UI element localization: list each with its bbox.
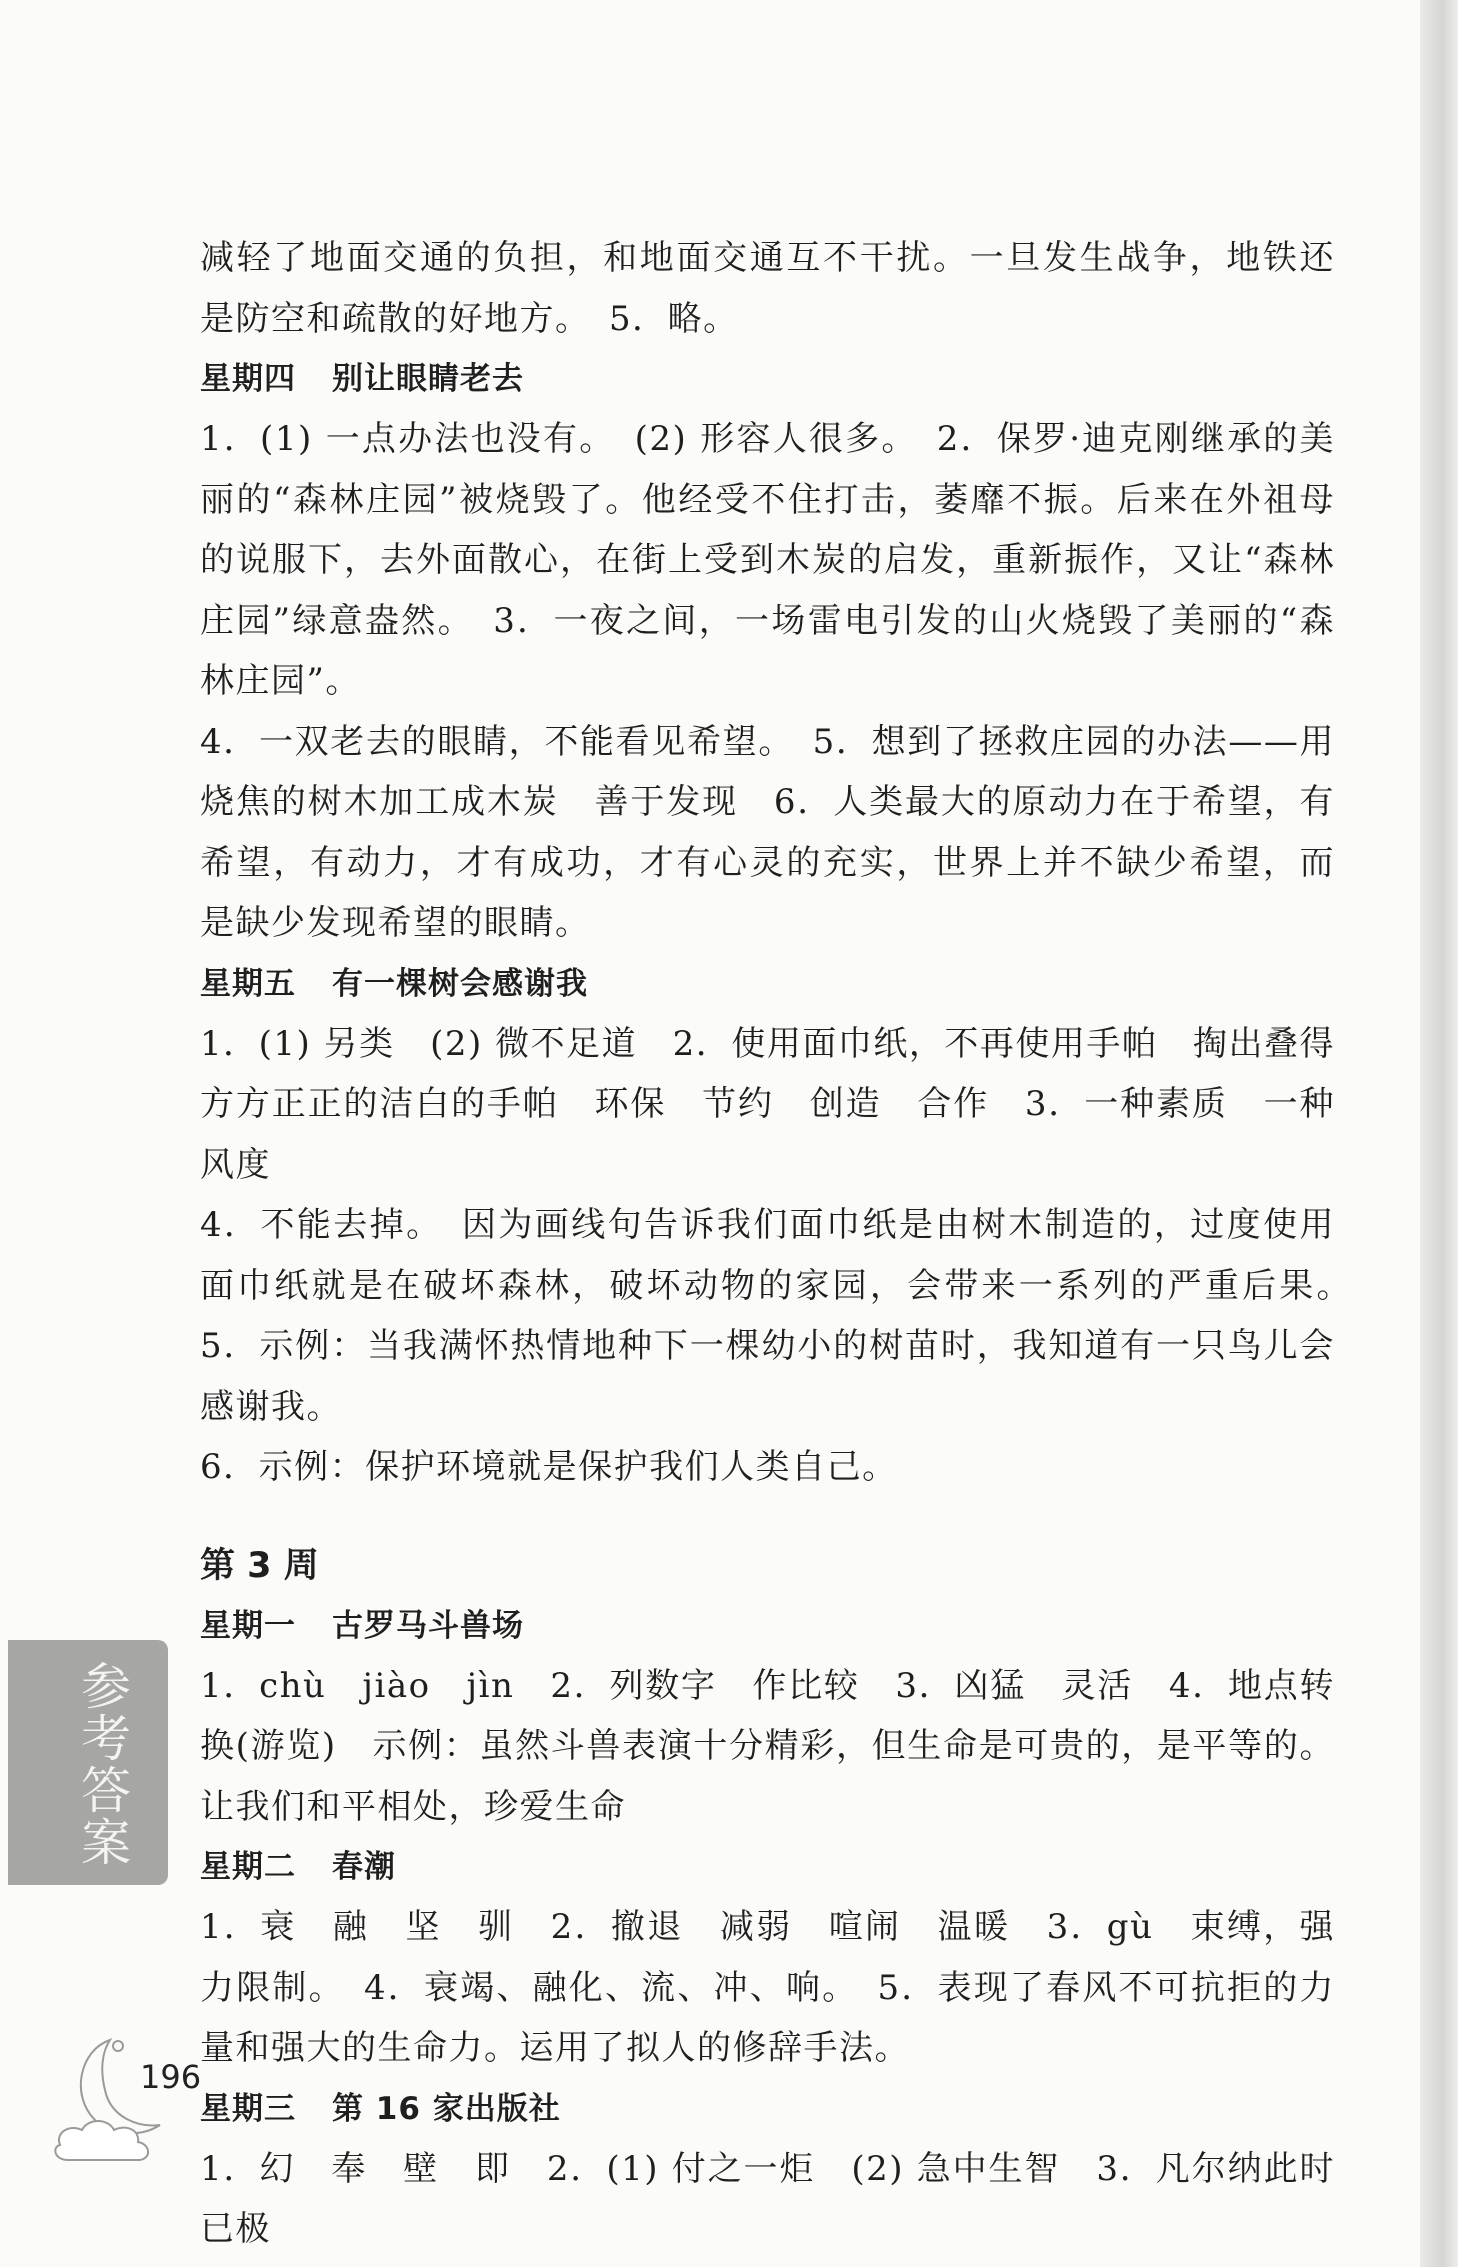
paragraph: 4．不能去掉。 因为画线句告诉我们面巾纸是由树木制造的，过度使用面巾纸就是在破坏森林，破坏动物的家园，会带来一系列的严重后果。 5．示例：当我满怀热情地种下一棵幼小的树苗时，我知道有一只鸟儿会感谢我。 [200, 1205, 1371, 1427]
section-heading-thursday [200, 349, 1335, 409]
side-tab [8, 1640, 168, 1885]
section-heading-monday [200, 1596, 1335, 1656]
section-title: 第 16 家出版社 [332, 2090, 561, 2127]
paragraph: 1．chù jiào jìn 2．列数字 作比较 3．凶猛 灵活 4．地点转换(游览) 示例：虽然斗兽表演十分精彩，但生命是可贵的，是平等的。让我们和平相处，珍爱生命 [200, 1665, 1335, 1827]
section-title: 春潮 [332, 1849, 396, 1885]
section-heading-tuesday [200, 1837, 1335, 1897]
page-number: 196 [140, 2058, 202, 2096]
paragraph-continued: 减轻了地面交通的负担，和地面交通互不干扰。一旦发生战争，地铁还是防空和疏散的好地方。 5．略。 [200, 238, 1335, 339]
day-label: 星期四 [200, 361, 296, 397]
paragraph: 1．幻 奉 壁 即 2．(1) 付之一炬 (2) 急中生智 3．凡尔纳此时已极 [200, 2148, 1335, 2249]
paragraph: 6．示例：保护环境就是保护我们人类自己。 [200, 1447, 898, 1487]
section-title: 别让眼睛老去 [332, 361, 524, 397]
paragraph: 4．一双老去的眼睛，不能看见希望。 5．想到了拯救庄园的办法——用烧焦的树木加工成木炭 善于发现 6．人类最大的原动力在于希望，有希望，有动力，才有成功，才有心灵的充实，世界上并不缺少希望，而是缺少发现希望的眼睛。 [200, 721, 1335, 943]
section-title: 古罗马斗兽场 [332, 1607, 524, 1644]
day-label: 星期五 [200, 965, 296, 1002]
day-label: 星期二 [200, 1849, 296, 1885]
paragraph: 1．(1) 另类 (2) 微不足道 2．使用面巾纸，不再使用手帕 掏出叠得方方正正的洁白的手帕 环保 节约 创造 合作 3．一种素质 一种风度 [200, 1023, 1335, 1185]
side-tab-label: 参考答案 [73, 1660, 131, 1868]
section-heading-wednesday [200, 2079, 1335, 2139]
paragraph: 1．衰 融 坚 驯 2．撤退 减弱 喧闹 温暖 3．gù 束缚，强力限制。 4．衰竭、融化、流、冲、响。 5．表现了春风不可抗拒的力量和强大的生命力。运用了拟人的修辞手法。 [200, 1907, 1335, 2068]
page-edge-shadow [1420, 0, 1458, 2267]
section-title: 有一棵树会感谢我 [332, 965, 588, 1002]
paragraph: 1．(1) 一点办法也没有。 (2) 形容人很多。 2．保罗·迪克刚继承的美丽的“森林庄园”被烧毁了。他经受不住打击，萎靡不振。后来在外祖母的说服下，去外面散心，在街上受到木炭的启发，重新振作，又让“森林庄园”绿意盎然。 3．一夜之间，一场雷电引发的山火烧毁了美丽的“森林庄园”。 [200, 419, 1335, 701]
week-heading: 第 3 周 [200, 1545, 319, 1586]
day-label: 星期三 [200, 2090, 296, 2127]
day-label: 星期一 [200, 1607, 296, 1644]
answer-content [200, 228, 1371, 2260]
section-heading-friday [200, 954, 1335, 1014]
